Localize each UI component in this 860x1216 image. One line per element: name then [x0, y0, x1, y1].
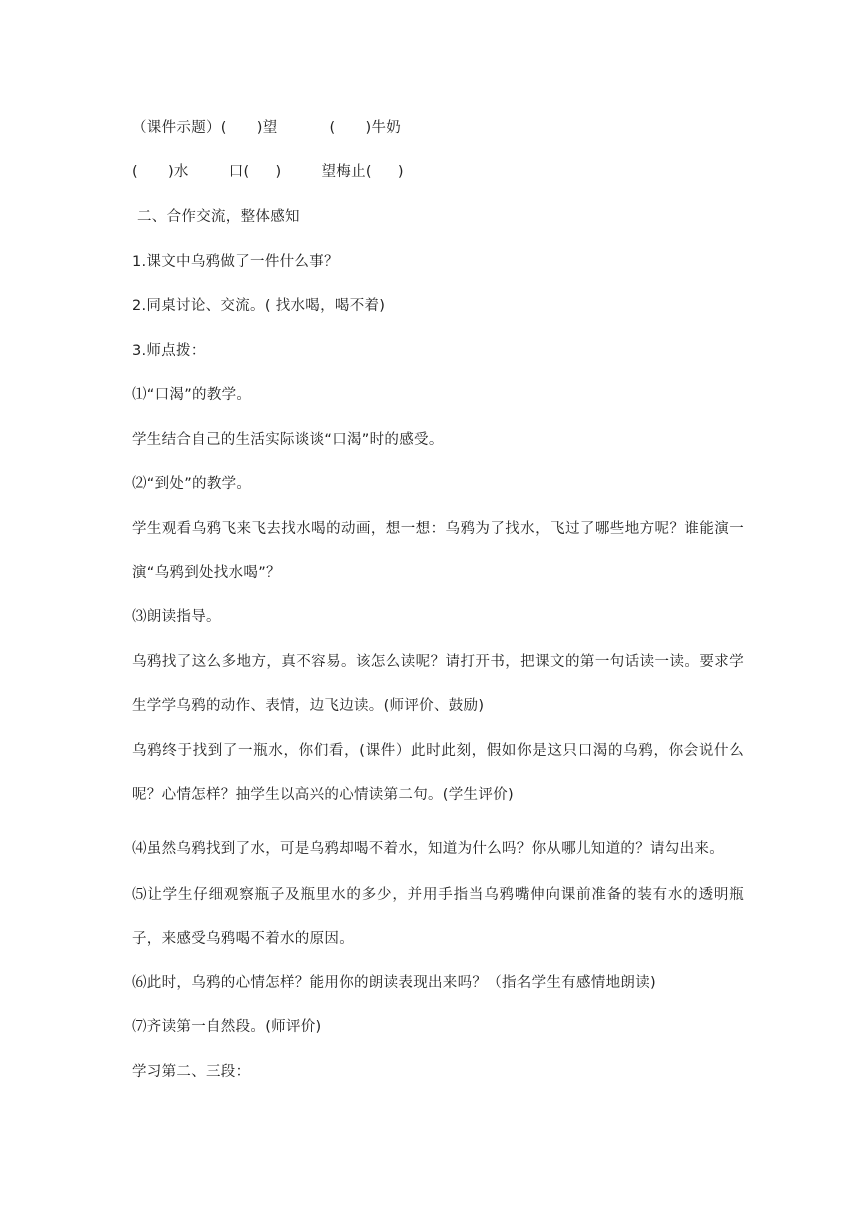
sub-5: ⑸让学生仔细观察瓶子及瓶里水的多少，并用手指当乌鸦嘴伸向课前准备的装有水的透明瓶子，来感受乌鸦喝不着水的原因。: [132, 887, 744, 947]
exercise-row-2-part-c: 口(: [228, 164, 250, 180]
exercise-row-2: [132, 162, 744, 182]
exercise-row-2-part-a: (: [132, 164, 138, 180]
sub-3-text-2: 乌鸦终于找到了一瓶水，你们看，(课件）此时此刻，假如你是这只口渴的乌鸦，你会说什么呢？心情怎样？抽学生以高兴的心情读第二句。(学生评价): [132, 743, 744, 803]
question-3: 3.师点拨：: [132, 343, 206, 359]
sub-7: ⑺齐读第一自然段。(师评价): [132, 1019, 322, 1035]
sub-1-title: ⑴“口渴”的教学。: [132, 387, 252, 403]
exercise-row-1-part-c: (: [329, 120, 336, 136]
exercise-row-2-part-b: )水: [167, 164, 189, 180]
exercise-row-1-part-d: )牛奶: [365, 120, 402, 136]
sub-2-title: ⑵“到处”的教学。: [132, 476, 252, 492]
sub-1-text: 学生结合自己的生活实际谈谈“口渴”时的感受。: [132, 432, 444, 448]
closing-line: 学习第二、三段：: [132, 1064, 251, 1080]
sub-4: ⑷虽然乌鸦找到了水，可是乌鸦却喝不着水，知道为什么吗？你从哪儿知道的？请勾出来。: [132, 841, 724, 857]
sub-6: ⑹此时，乌鸦的心情怎样？能用你的朗读表现出来吗？（指名学生有感情地朗读): [132, 975, 656, 991]
exercise-row-2-part-f: ): [397, 164, 404, 180]
exercise-row-1-part-a: （课件示题）(: [132, 120, 227, 136]
sub-3-text-1: 乌鸦找了这么多地方，真不容易。该怎么读呢？请打开书，把课文的第一句话读一读。要求学生学学乌鸦的动作、表情，边飞边读。(师评价、鼓励): [132, 654, 744, 714]
exercise-row-2-part-e: 望梅止(: [321, 164, 372, 180]
question-1: 1.课文中乌鸦做了一件什么事？: [132, 254, 339, 270]
exercise-row-1-part-b: )望: [256, 120, 278, 136]
section-heading: 二、合作交流，整体感知: [137, 209, 300, 225]
sub-3-title: ⑶朗读指导。: [132, 609, 221, 625]
exercise-row-1: [132, 118, 744, 138]
sub-2-text: 学生观看乌鸦飞来飞去找水喝的动画，想一想：乌鸦为了找水，飞过了哪些地方呢？谁能演一演“乌鸦到处找水喝”？: [132, 521, 744, 581]
question-2: 2.同桌讨论、交流。( 找水喝，喝不着): [132, 298, 386, 314]
exercise-row-2-part-d: ): [275, 164, 282, 180]
